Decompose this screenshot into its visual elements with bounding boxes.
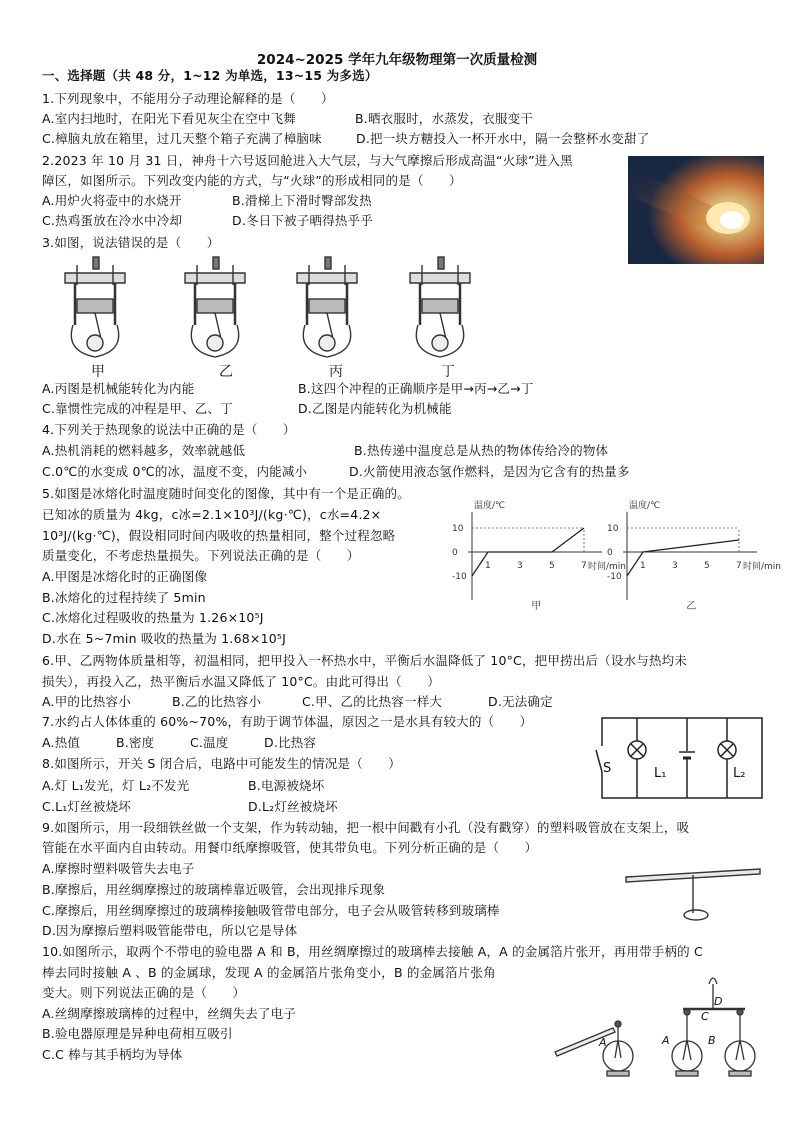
q9-option-b: B.摩擦后，用丝绸摩擦过的玻璃棒靠近吸管，会出现排斥现象: [42, 882, 386, 897]
q2-stem-line2: 障区，如图所示。下列改变内能的方式，与“火球”的形成相同的是（ ）: [42, 173, 462, 188]
q1-stem: 1.下列现象中，不能用分子动理论解释的是（ ）: [42, 91, 334, 106]
q7-stem: 7.水约占人体体重的 60%~70%，有助于调节体温，原因之一是水具有较大的（ ）: [42, 714, 533, 729]
engine-jia: [65, 257, 125, 357]
q9-stem-line1: 9.如图所示，用一段细铁丝做一个支架，作为转动轴，把一根中间戳有小孔（没有戳穿）的塑料吸管放在支架上，吸: [42, 820, 690, 835]
q3-label-jia: 甲: [91, 364, 105, 380]
q10-stem-line1: 10.如图所示，取两个不带电的验电器 A 和 B，用丝绸摩擦过的玻璃棒去接触 A，A 的金属箔片张开，再用带手柄的 C: [42, 944, 703, 959]
jia-y-tick-1: 0: [452, 548, 458, 558]
jia-x-tick-0: 1: [485, 561, 491, 571]
q3-label-bing: 丙: [329, 364, 343, 380]
q9-stem-line2: 管能在水平面内自由转动。用餐巾纸摩擦吸管，使其带负电。下列分析正确的是（ ）: [42, 840, 538, 855]
straw-on-stand-figure: [618, 855, 768, 925]
page-title: 2024~2025 学年九年级物理第一次质量检测: [256, 52, 538, 68]
q3-option-d: D.乙图是内能转化为机械能: [298, 401, 452, 416]
q7-option-d: D.比热容: [264, 735, 317, 750]
q5-option-b: B.冰熔化的过程持续了 5min: [42, 590, 206, 605]
fig-label-c: C: [701, 1010, 709, 1023]
fig-label-a1: A: [599, 1036, 607, 1049]
q3-option-b: B.这四个冲程的正确顺序是甲→丙→乙→丁: [298, 381, 534, 396]
q2-stem-line1: 2.2023 年 10 月 31 日，神舟十六号返回舱进入大气层，与大气摩擦后形成高温“火球”进入黑: [42, 153, 573, 168]
jia-x-tick-1: 3: [517, 561, 523, 571]
engine-ding: [410, 257, 470, 357]
yi-y-tick-0: 10: [607, 524, 619, 534]
engine-yi: [185, 257, 245, 357]
yi-y-tick-2: -10: [607, 572, 622, 582]
yi-y-tick-1: 0: [607, 548, 613, 558]
q9-option-a: A.摩擦时塑料吸管失去电子: [42, 861, 195, 876]
q5-option-c: C.冰熔化过程吸收的热量为 1.26×10⁵J: [42, 610, 264, 625]
q8-option-d: D.L₂灯丝被烧坏: [248, 799, 338, 814]
q4-stem: 4.下列关于热现象的说法中正确的是（ ）: [42, 422, 296, 437]
q3-stem: 3.如图，说法错误的是（ ）: [42, 235, 220, 250]
yi-x-tick-0: 1: [640, 561, 646, 571]
q2-option-d: D.冬日下被子晒得热乎乎: [232, 213, 373, 228]
q6-option-b: B.乙的比热容小: [172, 694, 262, 709]
q10-stem-line2: 棒去同时接触 A 、B 的金属球，发现 A 的金属箔片张角变小，B 的金属箔片张角: [42, 965, 496, 980]
jia-chart-caption: 甲: [531, 601, 542, 612]
yi-x-tick-1: 3: [672, 561, 678, 571]
lamp-l1-label: L₁: [654, 766, 667, 781]
q5-option-a: A.甲图是冰熔化时的正确图像: [42, 569, 208, 584]
q1-option-c: C.樟脑丸放在箱里，过几天整个箱子充满了樟脑味: [42, 131, 322, 146]
jia-y-tick-2: -10: [452, 572, 467, 582]
fig-label-a2: A: [662, 1034, 670, 1047]
section-heading: 一、选择题（共 48 分，1~12 为单选，13~15 为多选）: [42, 68, 378, 83]
q5-stem-line2: 已知冰的质量为 4kg，c冰=2.1×10³J/(kg·℃)，c水=4.2×: [42, 507, 382, 522]
q3-label-yi: 乙: [219, 364, 233, 380]
q6-option-d: D.无法确定: [488, 694, 553, 709]
switch-label: S: [603, 761, 612, 776]
jia-x-tick-2: 5: [549, 561, 555, 571]
q6-option-a: A.甲的比热容小: [42, 694, 131, 709]
q3-option-c: C.靠惯性完成的冲程是甲、乙、丁: [42, 401, 233, 416]
q7-option-b: B.密度: [116, 735, 155, 750]
yi-x-tick-3: 7: [736, 561, 742, 571]
yi-y-label: 温度/℃: [629, 501, 661, 511]
q10-option-c: C.C 棒与其手柄均为导体: [42, 1047, 183, 1062]
q3-option-a: A.丙图是机械能转化为内能: [42, 381, 195, 396]
q5-stem-line1: 5.如图是冰熔化时温度随时间变化的图像，其中有一个是正确的。: [42, 486, 410, 501]
chart-yi: [597, 495, 782, 615]
q9-option-c: C.摩擦后，用丝绸摩擦过的玻璃棒接触吸管带电部分，电子会从吸管转移到玻璃棒: [42, 903, 500, 918]
jia-y-label: 温度/℃: [474, 501, 506, 511]
fig-label-d: D: [714, 995, 723, 1008]
q8-option-b: B.电源被烧坏: [248, 778, 325, 793]
q7-option-c: C.温度: [190, 735, 229, 750]
jia-x-tick-3: 7: [581, 561, 587, 571]
q6-stem-line1: 6.甲、乙两物体质量相等，初温相同，把甲投入一杯热水中，平衡后水温降低了 10°C，把甲捞出后（设水与热均未: [42, 653, 688, 668]
q8-option-c: C.L₁灯丝被烧坏: [42, 799, 131, 814]
q5-option-d: D.水在 5~7min 吸收的热量为 1.68×10⁵J: [42, 631, 286, 646]
q7-option-a: A.热值: [42, 735, 81, 750]
q6-option-c: C.甲、乙的比热容一样大: [302, 694, 443, 709]
reentry-capsule-image: [628, 156, 764, 264]
q10-option-a: A.丝绸摩擦玻璃棒的过程中，丝绸失去了电子: [42, 1006, 297, 1021]
q4-option-c: C.0℃的水变成 0℃的冰，温度不变，内能减小: [42, 464, 308, 479]
q2-option-c: C.热鸡蛋放在冷水中冷却: [42, 213, 183, 228]
q4-option-a: A.热机消耗的燃料越多，效率就越低: [42, 443, 246, 458]
q10-option-b: B.验电器原理是异种电荷相互吸引: [42, 1026, 233, 1041]
engine-strokes-figure: [55, 255, 475, 380]
jia-y-tick-0: 10: [452, 524, 464, 534]
jia-x-label: 时间/min: [588, 562, 627, 572]
q5-stem-line3: 10³J/(kg·℃)，假设相同时间内吸收的热量相同，整个过程忽略: [42, 528, 396, 543]
yi-chart-caption: 乙: [686, 601, 697, 612]
q3-label-ding: 丁: [441, 364, 455, 380]
q1-option-b: B.晒衣服时，水蒸发，衣服变干: [355, 111, 534, 126]
q4-option-b: B.热传递中温度总是从热的物体传给冷的物体: [354, 443, 609, 458]
electroscope-figure: [555, 970, 770, 1082]
chart-jia: [442, 495, 627, 615]
engine-bing: [297, 257, 357, 357]
q10-stem-line3: 变大。则下列说法正确的是（ ）: [42, 985, 246, 1000]
circuit-diagram: [592, 712, 772, 804]
q8-stem: 8.如图所示，开关 S 闭合后，电路中可能发生的情况是（ ）: [42, 756, 402, 771]
fig-label-b: B: [708, 1034, 716, 1047]
q1-option-d: D.把一块方糖投入一杯开水中，隔一会整杯水变甜了: [356, 131, 650, 146]
q6-stem-line2: 损失），再投入乙，热平衡后水温又降低了 10°C。由此可得出（ ）: [42, 674, 440, 689]
q8-option-a: A.灯 L₁发光，灯 L₂不发光: [42, 778, 190, 793]
lamp-l2-label: L₂: [733, 766, 746, 781]
yi-x-label: 时间/min: [743, 562, 782, 572]
q9-option-d: D.因为摩擦后塑料吸管能带电，所以它是导体: [42, 923, 298, 938]
q5-stem-line4: 质量变化，不考虑热量损失。下列说法正确的是（ ）: [42, 548, 360, 563]
q4-option-d: D.火箭使用液态氢作燃料，是因为它含有的热量多: [349, 464, 630, 479]
yi-x-tick-2: 5: [704, 561, 710, 571]
q2-option-b: B.滑梯上下滑时臀部发热: [232, 193, 372, 208]
q1-option-a: A.室内扫地时，在阳光下看见灰尘在空中飞舞: [42, 111, 297, 126]
q2-option-a: A.用炉火将壶中的水烧开: [42, 193, 182, 208]
